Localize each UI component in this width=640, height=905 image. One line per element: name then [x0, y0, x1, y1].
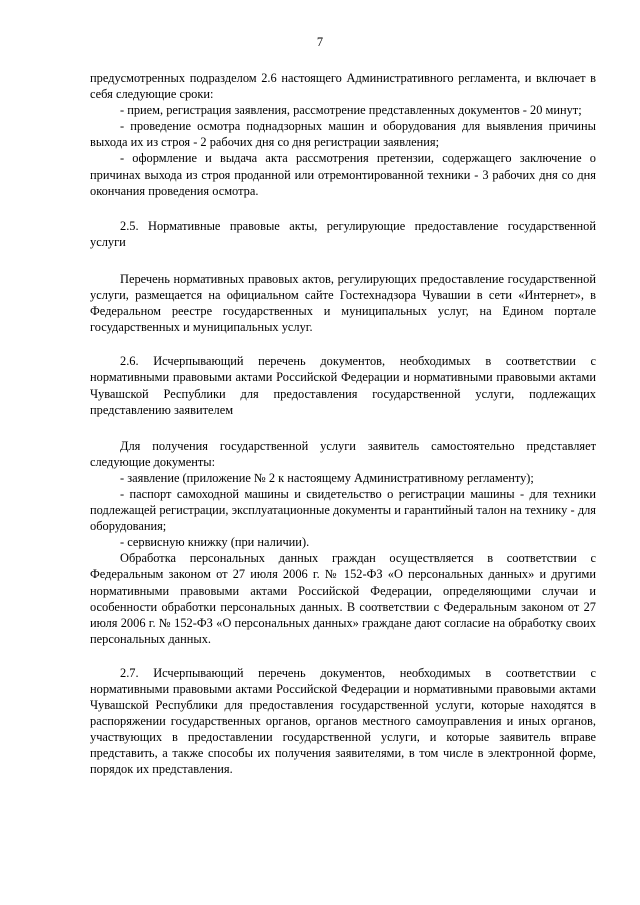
paragraph-personal-data: Обработка персональных данных граждан осуществляется в соответствии с Федеральным законом от 27 июля 2006 г. № 152-ФЗ «О персональных данных» и другими нормативными правовыми актами Российской Федерации, определяющими случаи и особенности обработки персональных данных. В соответствии с Федеральным законом от 27 июля 2006 г. № 152-ФЗ «О персональных данных» граждане дают согласие на обработку своих персональных данных.	[90, 551, 596, 646]
section-body-2-5: Перечень нормативных правовых актов, регулирующих предоставление государственной услуги, размещается на официальном сайте Гостехнадзора Чувашии в сети «Интернет», в Федеральном реестре государственных и муниципальных услуг, на Едином портале государственных и муниципальных услуг.	[90, 271, 596, 335]
paragraph-intro: предусмотренных подразделом 2.6 настоящего Административного регламента, и включает в себя следующие сроки:	[90, 71, 596, 102]
section-intro-2-6: Для получения государственной услуги заявитель самостоятельно представляет следующие документы:	[90, 438, 596, 469]
section-heading-2-5: 2.5. Нормативные правовые акты, регулирующие предоставление государственной услуги	[90, 218, 596, 249]
section-heading-2-6: 2.6. Исчерпывающий перечень документов, необходимых в соответствии с нормативными правовыми актами Российской Федерации и нормативными правовыми актами Чувашской Республики для предоставления государственной услуги, подлежащих представлению заявителем	[90, 354, 596, 417]
list-item: - заявление (приложение № 2 к настоящему Административному регламенту);	[120, 470, 534, 485]
list-item: - оформление и выдача акта рассмотрения претензии, содержащего заключение о причинах выхода из строя проданной или отремонтированной техники - 3 рабочих дня со дня окончания проведения осмотра.	[90, 151, 596, 198]
page-content	[90, 70, 596, 778]
page-number: 7	[316, 35, 324, 49]
list-item: - паспорт самоходной машины и свидетельство о регистрации машины - для техники подлежащей регистрации, эксплуатационные документы и гарантийный талон на технику - для оборудования;	[90, 486, 596, 534]
list-item: - сервисную книжку (при наличии).	[120, 535, 310, 550]
list-item: - прием, регистрация заявления, рассмотрение представленных документов - 20 минут;	[120, 103, 582, 118]
section-heading-2-7: 2.7. Исчерпывающий перечень документов, необходимых в соответствии с нормативными правовыми актами Российской Федерации и нормативными правовыми актами Чувашской Республики для предоставления государственной услуги, которые находятся в распоряжении государственных органов, органов местного самоуправления и иных органов, участвующих в предоставлении государственной услуги, и которые заявитель вправе представить, а также способы их получения заявителями, в том числе в электронной форме, порядок их представления.	[90, 665, 596, 777]
list-item: - проведение осмотра поднадзорных машин и оборудования для выявления причины выхода их из строя - 2 рабочих дня со дня регистрации заявления;	[90, 119, 596, 150]
